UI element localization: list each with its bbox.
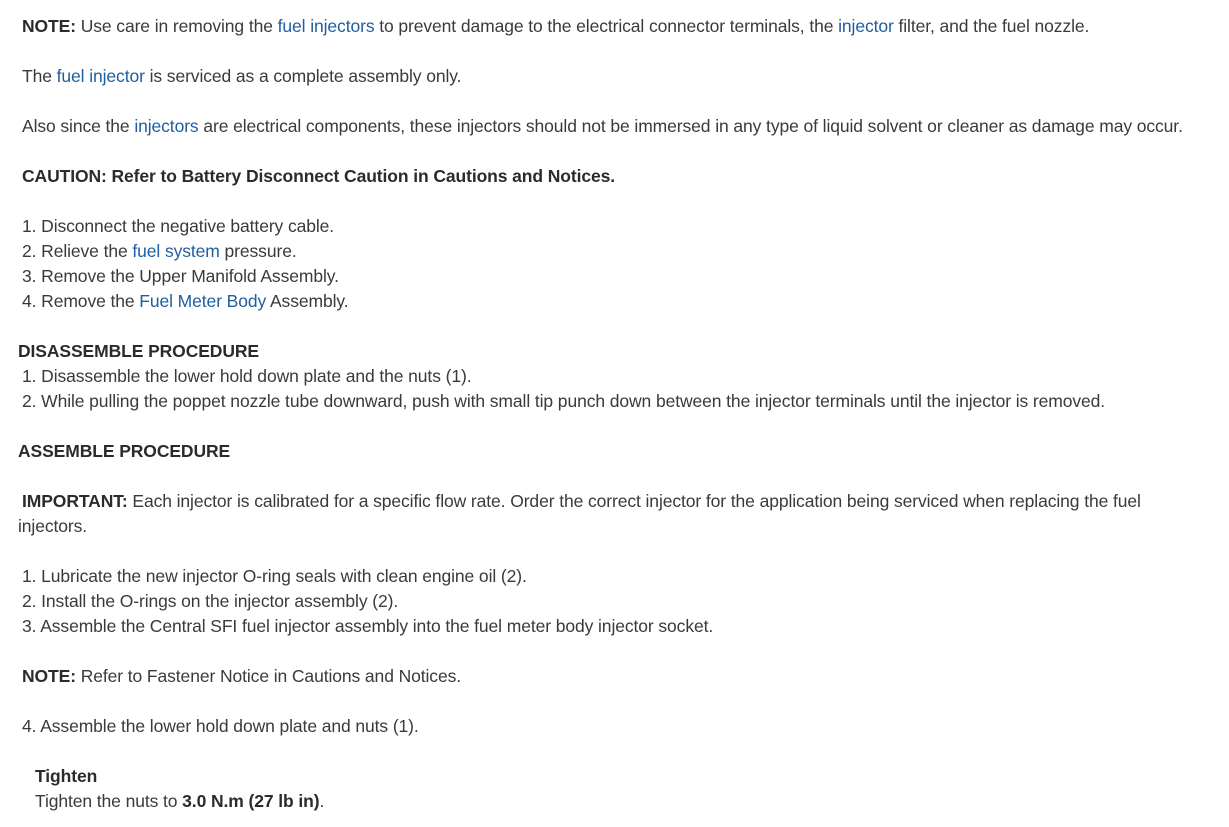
- tighten-spec: Tighten the nuts to 3.0 N.m (27 lb in).: [35, 791, 325, 811]
- link-injector[interactable]: injector: [838, 16, 894, 36]
- link-fuel-system[interactable]: fuel system: [132, 241, 220, 261]
- assemble-step-3: 3. Assemble the Central SFI fuel injector assembly into the fuel meter body injector socket.: [22, 616, 714, 636]
- assemble-heading: ASSEMBLE PROCEDURE: [18, 441, 231, 461]
- prep-step-1: 1. Disconnect the negative battery cable.: [22, 216, 335, 236]
- assemble-step-4: 4. Assemble the lower hold down plate and nuts (1).: [22, 716, 419, 736]
- note-label: NOTE:: [22, 666, 76, 686]
- note-fastener: NOTE: Refer to Fastener Notice in Cautions and Notices.: [22, 666, 462, 686]
- link-injectors[interactable]: injectors: [134, 116, 199, 136]
- prep-step-4: 4. Remove the Fuel Meter Body Assembly.: [22, 291, 349, 311]
- caution-battery-disconnect: CAUTION: Refer to Battery Disconnect Caution in Cautions and Notices.: [22, 166, 616, 186]
- important-note-line-2: injectors.: [18, 516, 88, 536]
- torque-value: 3.0 N.m (27 lb in): [182, 791, 320, 811]
- important-note-line-1: IMPORTANT: Each injector is calibrated for a specific flow rate. Order the correct injector for the application being serviced when replacing the fuel: [22, 491, 1141, 511]
- disassemble-step-1: 1. Disassemble the lower hold down plate and the nuts (1).: [22, 366, 472, 386]
- solvent-warning-line: Also since the injectors are electrical components, these injectors should not be immersed in any type of liquid solvent or cleaner as damage may occur.: [22, 116, 1183, 136]
- important-label: IMPORTANT:: [22, 491, 128, 511]
- link-fuel-meter-body[interactable]: Fuel Meter Body: [139, 291, 267, 311]
- tighten-heading: Tighten: [35, 766, 98, 786]
- prep-step-3: 3. Remove the Upper Manifold Assembly.: [22, 266, 339, 286]
- assemble-step-2: 2. Install the O-rings on the injector assembly (2).: [22, 591, 399, 611]
- disassemble-heading: DISASSEMBLE PROCEDURE: [18, 341, 259, 361]
- disassemble-step-2: 2. While pulling the poppet nozzle tube downward, push with small tip punch down between the injector terminals until the injector is removed.: [22, 391, 1106, 411]
- note-label: NOTE:: [22, 16, 76, 36]
- link-fuel-injectors[interactable]: fuel injectors: [277, 16, 375, 36]
- prep-step-2: 2. Relieve the fuel system pressure.: [22, 241, 297, 261]
- service-assembly-line: The fuel injector is serviced as a complete assembly only.: [22, 66, 462, 86]
- link-fuel-injector[interactable]: fuel injector: [56, 66, 145, 86]
- assemble-step-1: 1. Lubricate the new injector O-ring seals with clean engine oil (2).: [22, 566, 527, 586]
- note-fuel-injectors: NOTE: Use care in removing the fuel injectors to prevent damage to the electrical connector terminals, the injector filter, and the fuel nozzle.: [22, 16, 1090, 36]
